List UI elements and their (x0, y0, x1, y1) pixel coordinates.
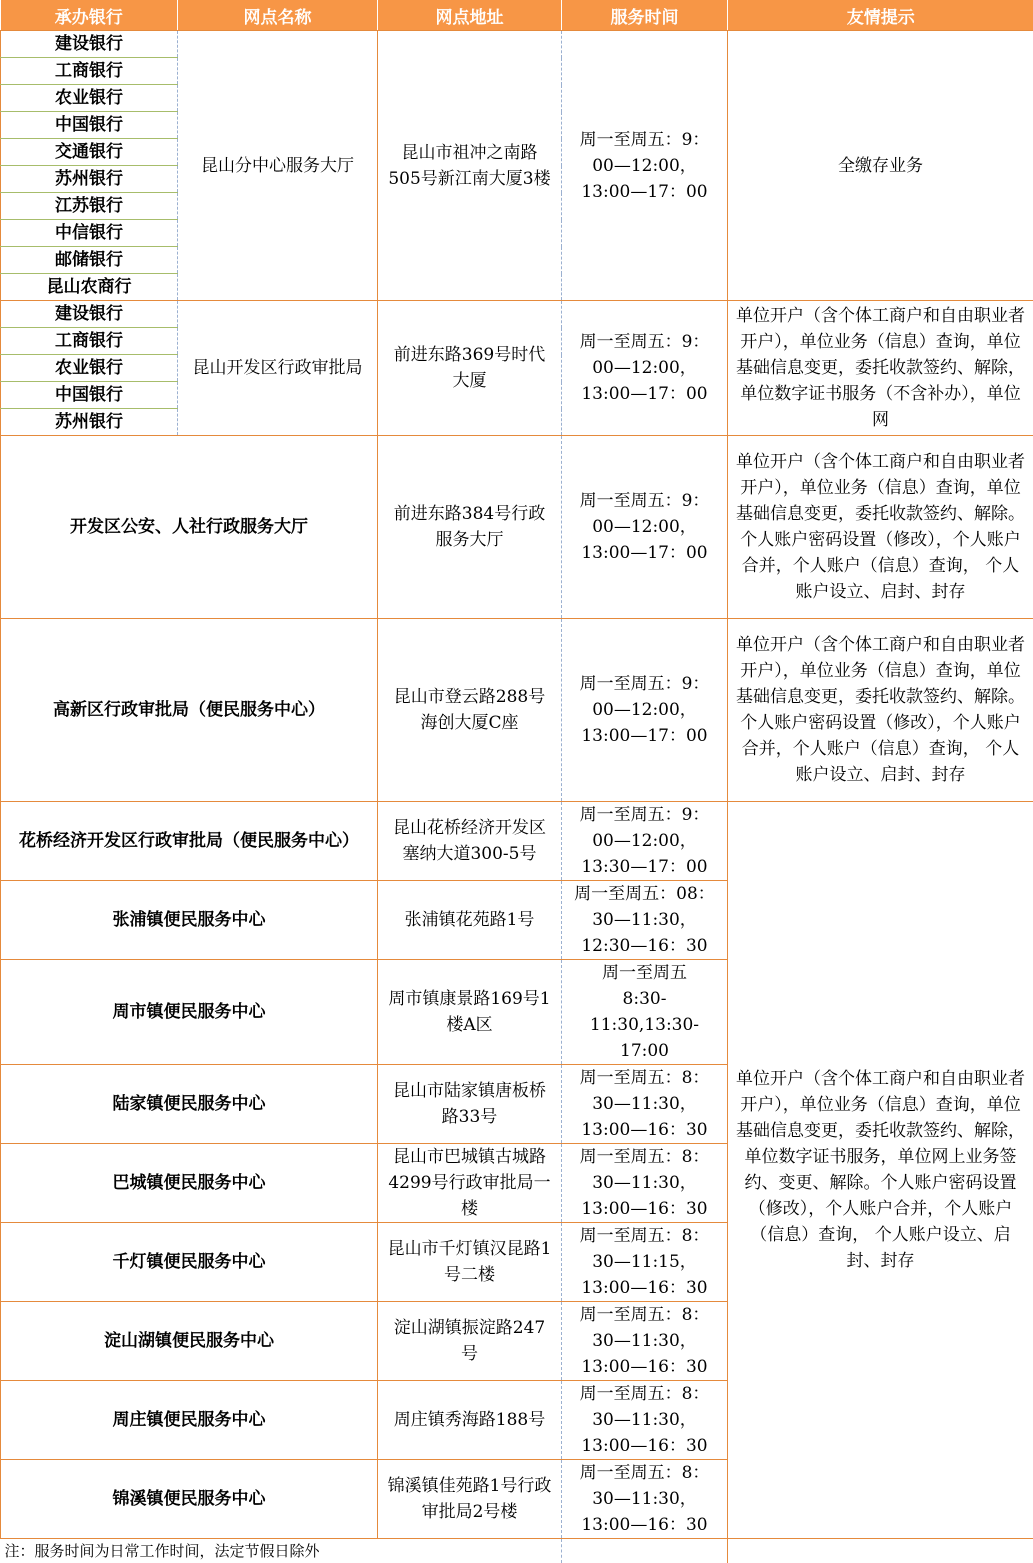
address-text: 昆山市登云路288号海创大厦C座 (378, 684, 561, 736)
header-tip: 友情提示 (728, 0, 1033, 31)
service-time (562, 1223, 728, 1302)
service-time (562, 1144, 728, 1223)
address-text: 昆山市陆家镇唐板桥路33号 (378, 1078, 561, 1130)
address-text: 周市镇康景路169号1楼A区 (378, 986, 561, 1038)
outlet-name: 开发区公安、人社行政服务大厅 (1, 436, 378, 619)
bank-cell: 中国银行 (1, 382, 178, 409)
header-bank: 承办银行 (1, 0, 178, 31)
time-text: 周一至周五：8：30—11:15，13:00—16：30 (562, 1223, 727, 1301)
outlet-address (378, 1460, 562, 1539)
outlet-address (378, 436, 562, 619)
outlet-name (178, 301, 378, 436)
outlet-name: 陆家镇便民服务中心 (1, 1065, 378, 1144)
header-row (1, 0, 1033, 31)
time-text: 周一至周五：8：30—11:30，13:00—16：30 (562, 1144, 727, 1222)
time-text: 周一至周五：8：30—11:30，13:00—16：30 (562, 1460, 727, 1538)
name-text: 昆山开发区行政审批局 (178, 355, 377, 381)
bank-cell: 工商银行 (1, 328, 178, 355)
tip-text: 单位开户（含个体工商户和自由职业者开户），单位业务（信息）查询，单位基础信息变更，委托收款签约、解除，单位数字证书服务（不含补办），单位网 (734, 303, 1027, 433)
bank-cell: 江苏银行 (1, 193, 178, 220)
bank-cell: 邮储银行 (1, 247, 178, 274)
bank-cell: 农业银行 (1, 355, 178, 382)
tip-cell: 全缴存业务 (728, 31, 1033, 301)
name-text: 花桥经济开发区行政审批局（便民服务中心） (1, 828, 377, 854)
outlet-name: 高新区行政审批局（便民服务中心） (1, 619, 378, 802)
address-text: 锦溪镇佳苑路1号行政审批局2号楼 (378, 1473, 561, 1525)
address-text: 昆山花桥经济开发区塞纳大道300-5号 (378, 815, 561, 867)
bank-cell: 中国银行 (1, 112, 178, 139)
outlet-address (378, 301, 562, 436)
tip-cell: 单位开户（含个体工商户和自由职业者开户），单位业务（信息）查询，单位基础信息变更，委托收款签约、解除。个人账户密码设置（修改），个人账户合并，个人账户（信息）查询， 个人账户设立、启封、封存 (728, 436, 1033, 619)
table-row (1, 31, 1033, 58)
outlet-address (378, 802, 562, 881)
service-time (562, 619, 728, 802)
address-text: 昆山市千灯镇汉昆路1号二楼 (378, 1236, 561, 1288)
outlet-name (1, 802, 378, 881)
outlet-address (378, 31, 562, 301)
outlet-name: 千灯镇便民服务中心 (1, 1223, 378, 1302)
time-text: 周一至周五：9：00—12:00，13:00—17：00 (562, 671, 727, 749)
outlet-address (378, 1065, 562, 1144)
note-row (1, 1539, 1033, 1563)
header-outlet-name: 网点名称 (178, 0, 378, 31)
outlet-name: 周庄镇便民服务中心 (1, 1381, 378, 1460)
bank-cell: 昆山农商行 (1, 274, 178, 301)
outlet-address (378, 619, 562, 802)
outlet-name: 张浦镇便民服务中心 (1, 881, 378, 960)
service-time (562, 1065, 728, 1144)
header-service-time: 服务时间 (562, 0, 728, 31)
time-text: 周一至周五：8：30—11:30，13:00—16：30 (562, 1302, 727, 1380)
time-text: 周一至周五：8：30—11:30，13:00—16：30 (562, 1381, 727, 1459)
bank-cell: 建设银行 (1, 31, 178, 58)
address-text: 昆山市巴城镇古城路4299号行政审批局一楼 (378, 1144, 561, 1222)
footnote: 注：服务时间为日常工作时间，法定节假日除外 (1, 1539, 562, 1563)
outlet-address (378, 1144, 562, 1223)
bank-cell: 苏州银行 (1, 409, 178, 436)
outlet-name: 巴城镇便民服务中心 (1, 1144, 378, 1223)
table-row (1, 436, 1033, 619)
table-row (1, 802, 1033, 881)
outlet-name: 淀山湖镇便民服务中心 (1, 1302, 378, 1381)
time-text: 周一至周五：8：30—11:30，13:00—16：30 (562, 1065, 727, 1143)
time-text: 周一至周五：9：00—12:00，13:00—17：00 (562, 329, 727, 407)
outlet-name: 周市镇便民服务中心 (1, 960, 378, 1065)
table-row (1, 301, 1033, 328)
time-text: 周一至周五：08：30—11:30，12:30—16：30 (562, 881, 727, 959)
address-text: 昆山市祖冲之南路505号新江南大厦3楼 (378, 140, 561, 192)
service-time (562, 1381, 728, 1460)
service-time (562, 301, 728, 436)
note-spacer (728, 1539, 1033, 1563)
outlet-name: 昆山分中心服务大厅 (178, 31, 378, 301)
service-time (562, 881, 728, 960)
outlet-address (378, 1381, 562, 1460)
address-text: 张浦镇花苑路1号 (378, 907, 561, 933)
bank-cell: 农业银行 (1, 85, 178, 112)
bank-cell: 中信银行 (1, 220, 178, 247)
outlet-address (378, 1223, 562, 1302)
service-time (562, 436, 728, 619)
tip-cell: 单位开户（含个体工商户和自由职业者开户），单位业务（信息）查询，单位基础信息变更，委托收款签约、解除。个人账户密码设置（修改），个人账户合并，个人账户（信息）查询， 个人账户设立、启封、封存 (728, 619, 1033, 802)
time-text: 周一至周五 8:30-11:30,13:30-17:00 (562, 960, 727, 1064)
bank-cell: 建设银行 (1, 301, 178, 328)
outlet-address (378, 881, 562, 960)
address-text: 前进东路384号行政服务大厅 (378, 501, 561, 553)
bank-cell: 苏州银行 (1, 166, 178, 193)
address-text: 前进东路369号时代大厦 (378, 342, 561, 394)
header-address: 网点地址 (378, 0, 562, 31)
service-time (562, 802, 728, 881)
outlet-address (378, 1302, 562, 1381)
service-time (562, 1302, 728, 1381)
bank-cell: 工商银行 (1, 58, 178, 85)
time-text: 周一至周五：9：00—12:00，13:00—17：00 (562, 488, 727, 566)
service-time (562, 31, 728, 301)
tip-cell: 单位开户（含个体工商户和自由职业者开户），单位业务（信息）查询，单位基础信息变更，委托收款签约、解除，单位数字证书服务，单位网上业务签约、变更、解除。个人账户密码设置（修改），个人账户合并，个人账户（信息）查询， 个人账户设立、启封、封存 (728, 802, 1033, 1539)
note-spacer (562, 1539, 728, 1563)
bank-cell: 交通银行 (1, 139, 178, 166)
time-text: 周一至周五：9：00—12:00，13:00—17：00 (562, 127, 727, 205)
address-text: 淀山湖镇振淀路247号 (378, 1315, 561, 1367)
table-row (1, 619, 1033, 802)
address-text: 周庄镇秀海路188号 (378, 1407, 561, 1433)
outlet-address (378, 960, 562, 1065)
outlet-name: 锦溪镇便民服务中心 (1, 1460, 378, 1539)
service-time (562, 1460, 728, 1539)
time-text: 周一至周五：9：00—12:00，13:30—17：00 (562, 802, 727, 880)
tip-cell (728, 301, 1033, 436)
service-time (562, 960, 728, 1065)
